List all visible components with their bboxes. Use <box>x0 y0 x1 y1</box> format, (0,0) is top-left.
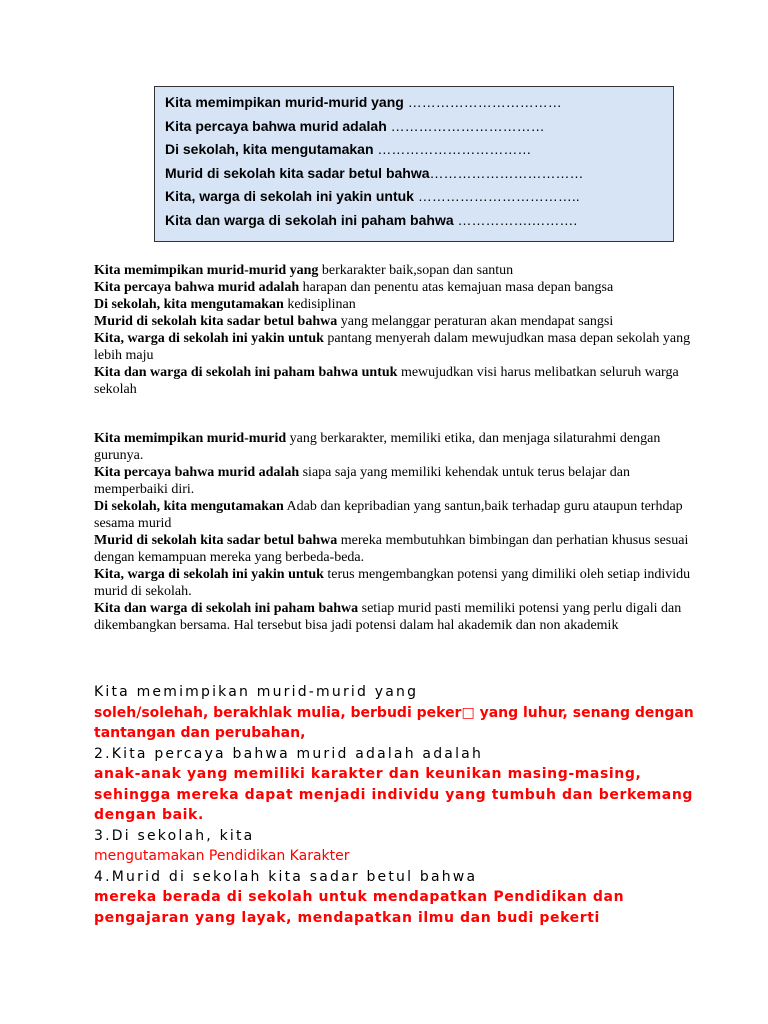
template-box <box>154 86 674 242</box>
answer-text: berkarakter baik,sopan dan santun <box>318 263 514 278</box>
template-dots: …………………………… <box>373 141 532 157</box>
answer-label: Kita dan warga di sekolah ini paham bahwa untuk <box>94 365 398 380</box>
answer-paragraph <box>94 330 694 364</box>
answer-text: siapa saja yang memiliki kehendak untuk terus belajar dan memperbaiki diri. <box>94 465 630 497</box>
answer-text: harapan dan penentu atas kemajuan masa depan bangsa <box>299 280 614 295</box>
answer-label: Kita, warga di sekolah ini yakin untuk <box>94 567 324 582</box>
answer-label: Murid di sekolah kita sadar betul bahwa <box>94 314 338 329</box>
question-4: 4.Murid di sekolah kita sadar betul bahwa <box>94 868 478 885</box>
answer-2: anak-anak yang memiliki karakter dan keunikan masing-masing, sehingga mereka dapat menjadi individu yang tumbuh dan berkemang dengan baik. <box>94 766 694 823</box>
answer-text: yang berkarakter, memiliki etika, dan menjaga silaturahmi dengan gurunya. <box>94 431 661 463</box>
answer-3: mengutamakan Pendidikan Karakter <box>94 848 350 864</box>
answer-paragraph <box>94 498 694 532</box>
template-dots: …………………………….. <box>413 188 580 204</box>
answer-text: setiap murid pasti memiliki potensi yang perlu digali dan dikembangkan bersama. Hal tersebut bisa jadi potensi dalam hal akademik dan non akademik <box>94 601 682 633</box>
answer-section-2 <box>94 430 694 634</box>
answer-label: Murid di sekolah kita sadar betul bahwa <box>94 533 338 548</box>
template-dots: …………………………… <box>429 164 584 181</box>
template-label: Di sekolah, kita mengutamakan <box>165 141 374 157</box>
answer-paragraph <box>94 532 694 566</box>
template-line-2 <box>165 115 673 139</box>
answer-text: Adab dan kepribadian yang santun,baik terhadap guru ataupun terhdap sesama murid <box>94 499 683 531</box>
answer-label: Di sekolah, kita mengutamakan <box>94 297 284 312</box>
template-label: Murid di sekolah kita sadar betul bahwa <box>165 164 430 181</box>
question-2: 2.Kita percaya bahwa murid adalah adalah <box>94 745 484 762</box>
template-dots: …………………………… <box>403 94 562 110</box>
answer-text: terus mengembangkan potensi yang dimiliki oleh setiap individu murid di sekolah. <box>94 567 691 599</box>
answer-text: pantang menyerah dalam mewujudkan masa depan sekolah yang lebih maju <box>94 331 691 363</box>
answer-label: Kita memimpikan murid-murid yang <box>94 263 319 278</box>
template-line-1 <box>165 91 673 115</box>
answer-4: mereka berada di sekolah untuk mendapatkan Pendidikan dan pengajaran yang layak, mendapatkan ilmu dan budi pekerti <box>94 889 625 926</box>
answer-paragraph <box>94 296 694 313</box>
template-dots: …………………………… <box>386 117 545 134</box>
question-1: Kita memimpikan murid-murid yang <box>94 684 419 700</box>
answer-label: Di sekolah, kita mengutamakan <box>94 499 284 514</box>
answer-paragraph <box>94 600 694 634</box>
template-dots: …………….………. <box>453 211 578 228</box>
template-label: Kita percaya bahwa murid adalah <box>165 117 387 134</box>
answer-text: mewujudkan visi harus melibatkan seluruh warga sekolah <box>94 365 679 397</box>
answer-paragraph <box>94 464 694 498</box>
question-3: 3.Di sekolah, kita <box>94 827 255 844</box>
answer-label: Kita percaya bahwa murid adalah <box>94 280 300 295</box>
answer-label: Kita percaya bahwa murid adalah <box>94 465 300 480</box>
answer-section-3 <box>94 682 694 928</box>
template-label: Kita, warga di sekolah ini yakin untuk <box>165 188 414 204</box>
template-label: Kita memimpikan murid-murid yang <box>165 94 404 110</box>
answer-section-1 <box>94 262 694 398</box>
template-line-4 <box>165 162 673 186</box>
answer-paragraph <box>94 279 694 296</box>
answer-text: mereka membutuhkan bimbingan dan perhatian khusus sesuai dengan kemampuan mereka yang berbeda-beda. <box>94 533 689 565</box>
answer-paragraph <box>94 313 694 330</box>
answer-paragraph <box>94 430 694 464</box>
template-line-3 <box>165 138 673 162</box>
answer-label: Kita dan warga di sekolah ini paham bahwa <box>94 601 359 616</box>
answer-1: soleh/solehah, berakhlak mulia, berbudi peker□ yang luhur, senang dengan tantangan dan perubahan, <box>94 704 694 741</box>
template-label: Kita dan warga di sekolah ini paham bahwa <box>165 211 454 228</box>
answer-paragraph <box>94 566 694 600</box>
answer-text: kedisiplinan <box>283 297 356 312</box>
answer-label: Kita, warga di sekolah ini yakin untuk <box>94 331 324 346</box>
template-line-5 <box>165 185 673 209</box>
answer-paragraph <box>94 262 694 279</box>
answer-text: yang melanggar peraturan akan mendapat sangsi <box>337 314 614 329</box>
template-line-6 <box>165 209 673 233</box>
answer-label: Kita memimpikan murid-murid <box>94 431 287 446</box>
answer-paragraph <box>94 364 694 398</box>
